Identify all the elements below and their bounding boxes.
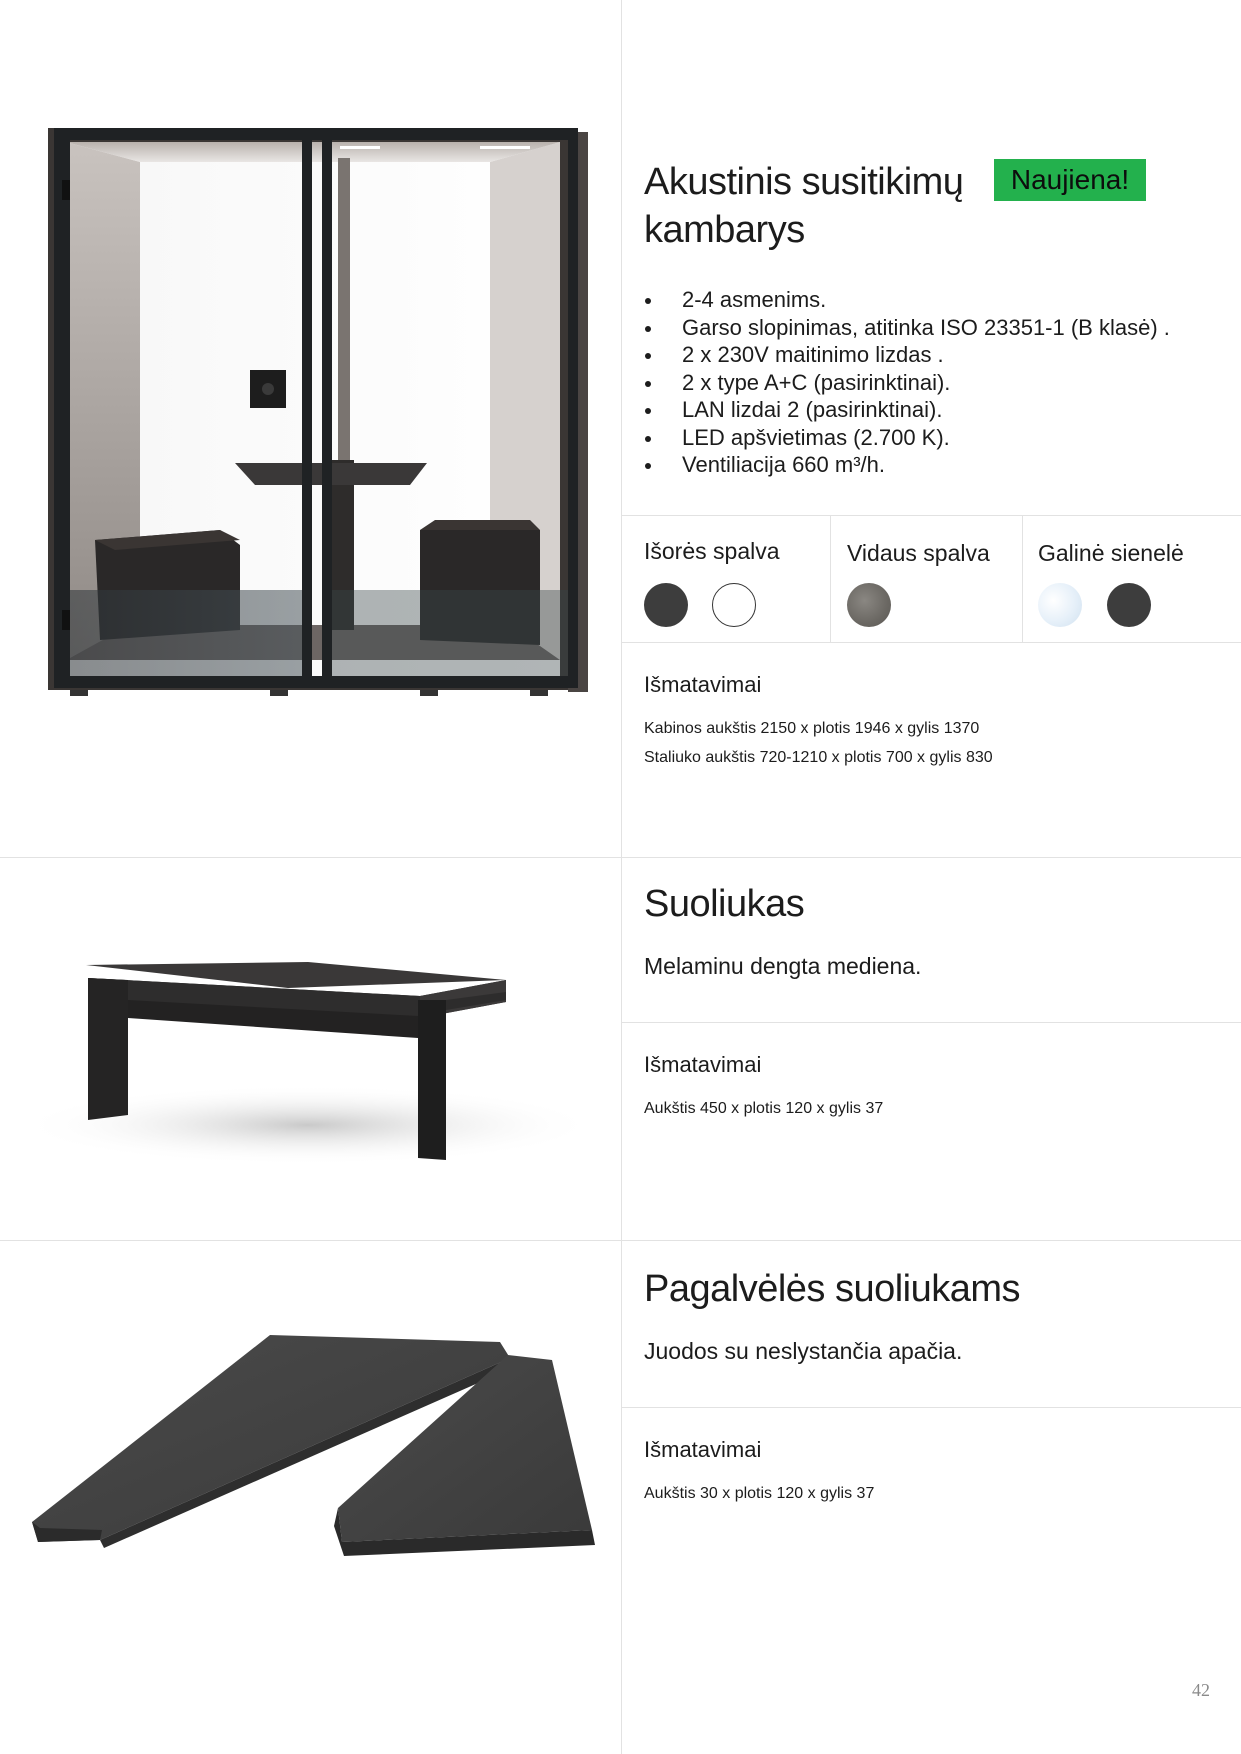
- exterior-swatch-dark[interactable]: [644, 583, 688, 627]
- meeting-pod-image: [40, 120, 600, 710]
- divider-cushion-desc: [622, 1407, 1241, 1408]
- cushions-image: [30, 1330, 605, 1560]
- feature-item: LAN lizdai 2 (pasirinktinai).: [644, 396, 1170, 424]
- divider-colors: [622, 642, 1241, 643]
- product2-dimensions: Aukštis 450 x plotis 120 x gylis 37: [644, 1100, 884, 1117]
- back-wall-swatch-dark[interactable]: [1107, 583, 1151, 627]
- product1-title-line1: Akustinis susitikimų: [644, 161, 964, 203]
- exterior-swatch-white[interactable]: [712, 583, 756, 627]
- product3-dimensions-heading: Išmatavimai: [644, 1437, 762, 1462]
- feature-item: Garso slopinimas, atitinka ISO 23351-1 (B klasė) .: [644, 314, 1170, 342]
- product1-dimension-table: Staliuko aukštis 720-1210 x plotis 700 x gylis 830: [644, 749, 993, 766]
- divider-features: [622, 515, 1241, 516]
- divider-section-2: [0, 1240, 1241, 1241]
- page-number: 42: [1192, 1680, 1210, 1700]
- product2-dimensions-heading: Išmatavimai: [644, 1052, 762, 1077]
- vertical-divider: [621, 0, 622, 1754]
- feature-item: 2 x 230V maitinimo lizdas .: [644, 341, 1170, 369]
- new-badge: Naujiena!: [994, 159, 1146, 201]
- color-col-divider-1: [830, 516, 831, 642]
- feature-list: [644, 286, 1170, 479]
- back-wall-color-label: Galinė sienelė: [1038, 540, 1184, 566]
- divider-bench-desc: [622, 1022, 1241, 1023]
- product3-description: Juodos su neslystančia apačia.: [644, 1338, 963, 1364]
- interior-swatch-grey-felt[interactable]: [847, 583, 891, 627]
- interior-color-label: Vidaus spalva: [847, 540, 990, 566]
- product2-title: Suoliukas: [644, 883, 805, 925]
- color-col-divider-2: [1022, 516, 1023, 642]
- product2-description: Melaminu dengta mediena.: [644, 953, 922, 979]
- exterior-color-label: Išorės spalva: [644, 538, 780, 564]
- bench-image: [18, 920, 618, 1220]
- product1-dimensions-heading: Išmatavimai: [644, 672, 762, 697]
- feature-item: 2-4 asmenims.: [644, 286, 1170, 314]
- product1-title-line2: kambarys: [644, 209, 805, 251]
- back-wall-swatch-glass[interactable]: [1038, 583, 1082, 627]
- feature-item: Ventiliacija 660 m³/h.: [644, 451, 1170, 479]
- product3-dimensions: Aukštis 30 x plotis 120 x gylis 37: [644, 1485, 875, 1502]
- divider-section-1: [0, 857, 1241, 858]
- product3-title: Pagalvėlės suoliukams: [644, 1268, 1021, 1310]
- product1-dimension-cabin: Kabinos aukštis 2150 x plotis 1946 x gylis 1370: [644, 720, 980, 737]
- feature-item: LED apšvietimas (2.700 K).: [644, 424, 1170, 452]
- feature-item: 2 x type A+C (pasirinktinai).: [644, 369, 1170, 397]
